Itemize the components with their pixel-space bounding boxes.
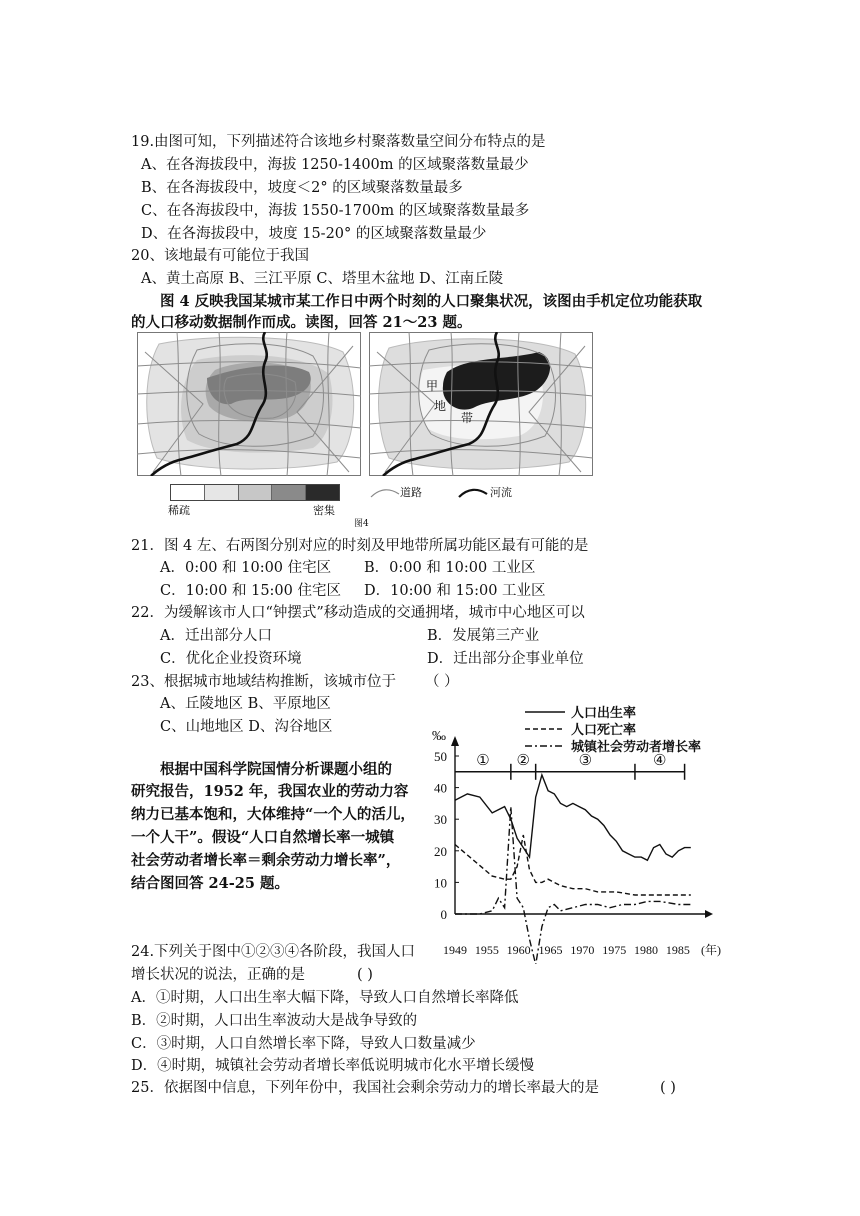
series-line-2 [455, 835, 691, 895]
q21-option-a: A．0:00 和 10:00 住宅区 [160, 560, 332, 576]
dai-label: 带 [461, 411, 474, 425]
period-label: ④ [653, 752, 667, 769]
y-axis-label: ‰ [432, 729, 446, 744]
y-tick-label: 50 [434, 749, 447, 764]
q20-options: A、黄土高原 B、三江平原 C、塔里木盆地 D、江南丘陵 [141, 271, 504, 287]
intro24-line4: 一个人干”。假设“人口自然增长率一城镇 [131, 829, 395, 846]
series-line-1 [455, 775, 691, 860]
q23-options-line1: A、丘陵地区 B、平原地区 [160, 696, 331, 712]
q25-answer-paren: ( ) [660, 1080, 676, 1096]
intro24-line2: 研究报告，1952 年，我国农业的劳动力容 [131, 783, 409, 800]
intro4-line2: 的人口移动数据制作而成。读图，回答 21～23 题。 [131, 314, 472, 331]
series-line-3 [455, 807, 691, 964]
y-axis-arrow [451, 736, 459, 746]
q24-stem-line1: 24.下列关于图中①②③④各阶段，我国人口 [131, 944, 416, 960]
y-tick-label: 0 [440, 907, 447, 922]
di-label: 地 [434, 399, 447, 413]
y-tick-label: 20 [434, 843, 447, 859]
legend-label-1: 人口出生率 [571, 705, 637, 720]
q25-stem: 25．依据图中信息，下列年份中，我国社会剩余劳动力的增长率最大的是 [131, 1080, 599, 1096]
intro24-line5: 社会劳动者增长率＝剩余劳动力增长率”， [131, 852, 401, 869]
legend-label-3: 城镇社会劳动者增长率 [571, 739, 702, 754]
q22-option-c: C．优化企业投资环境 [160, 651, 302, 667]
road-legend-icon [370, 486, 400, 500]
chart-svg [425, 702, 743, 964]
q23-stem: 23、根据城市地域结构推断，该城市位于 [131, 674, 396, 690]
q23-options-line2: C、山地地区 D、沟谷地区 [160, 719, 333, 735]
legend-sparse: 稀疏 [168, 504, 190, 517]
figure4-right-map [369, 332, 593, 476]
period-label: ③ [578, 752, 593, 769]
q21-option-b: B．0:00 和 10:00 工业区 [364, 560, 536, 576]
q24-option-a: A．①时期，人口出生率大幅下降，导致人口自然增长率降低 [131, 990, 519, 1006]
intro24-line6: 结合图回答 24-25 题。 [131, 875, 289, 892]
legend-river: 河流 [490, 486, 512, 499]
x-axis-arrow [705, 910, 713, 918]
x-tick-label: 1949 [443, 943, 467, 957]
q21-stem: 21．图 4 左、右两图分别对应的时刻及甲地带所属功能区最有可能的是 [131, 538, 589, 554]
q19-option-b: B、在各海拔段中，坡度＜2° 的区域聚落数量最多 [141, 180, 463, 196]
q22-stem: 22．为缓解该市人口“钟摆式”移动造成的交通拥堵，城市中心地区可以 [131, 605, 585, 621]
population-rate-chart [425, 702, 743, 964]
intro4-line1: 图 4 反映我国某城市某工作日中两个时刻的人口聚集状况，该图由手机定位功能获取 [160, 293, 703, 310]
river-legend-icon [458, 486, 488, 500]
q21-option-d: D．10:00 和 15:00 工业区 [364, 583, 546, 599]
legend-dense: 密集 [313, 504, 335, 517]
legend-label-2: 人口死亡率 [571, 722, 637, 737]
q22-option-a: A．迁出部分人口 [160, 628, 272, 644]
x-tick-label: 1985 [665, 943, 690, 957]
q19-option-a: A、在各海拔段中，海拔 1250-1400m 的区域聚落数量最少 [141, 157, 529, 173]
q23-answer-paren: （ ） [425, 674, 459, 690]
x-tick-label: 1980 [634, 943, 659, 957]
x-tick-label: 1960 [506, 943, 531, 957]
legend-road: 道路 [400, 486, 422, 499]
q24-answer-paren: ( ) [357, 967, 373, 983]
y-tick-label: 40 [434, 780, 447, 796]
q22-option-d: D．迁出部分企事业单位 [427, 651, 584, 667]
period-label: ① [476, 752, 490, 769]
y-tick-label: 30 [434, 812, 447, 828]
x-tick-label: 1955 [474, 943, 499, 957]
period-label: ② [516, 752, 530, 769]
intro24-line1: 根据中国科学院国情分析课题小组的 [160, 761, 392, 778]
x-tick-label: 1975 [602, 943, 627, 957]
q21-option-c: C．10:00 和 15:00 住宅区 [160, 583, 341, 599]
q20-stem: 20、该地最有可能位于我国 [131, 248, 309, 264]
density-legend-bar [170, 484, 340, 501]
q22-option-b: B．发展第三产业 [427, 628, 540, 644]
q19-option-d: D、在各海拔段中，坡度 15-20° 的区域聚落数量最少 [141, 226, 487, 242]
intro24-line3: 纳力已基本饱和，大体维持“一个人的活儿， [131, 806, 415, 823]
q19-stem: 19.由图可知，下列描述符合该地乡村聚落数量空间分布特点的是 [131, 134, 546, 150]
y-tick-label: 10 [434, 875, 447, 891]
q24-option-b: B．②时期，人口出生率波动大是战争导致的 [131, 1013, 418, 1029]
q19-option-c: C、在各海拔段中，海拔 1550-1700m 的区域聚落数量最多 [141, 203, 530, 219]
figure4-left-map [137, 332, 361, 476]
jia-label: 甲 [426, 379, 439, 393]
x-tick-label: 1970 [570, 943, 595, 957]
figure4-caption: 图4 [354, 519, 369, 529]
q24-option-d: D．④时期，城镇社会劳动者增长率低说明城市化水平增长缓慢 [131, 1058, 535, 1074]
x-axis-unit: (年) [701, 943, 721, 957]
q24-option-c: C．③时期，人口自然增长率下降，导致人口数量减少 [131, 1036, 476, 1052]
x-tick-label: 1965 [538, 943, 563, 957]
q24-stem-line2: 增长状况的说法，正确的是 [131, 967, 305, 983]
